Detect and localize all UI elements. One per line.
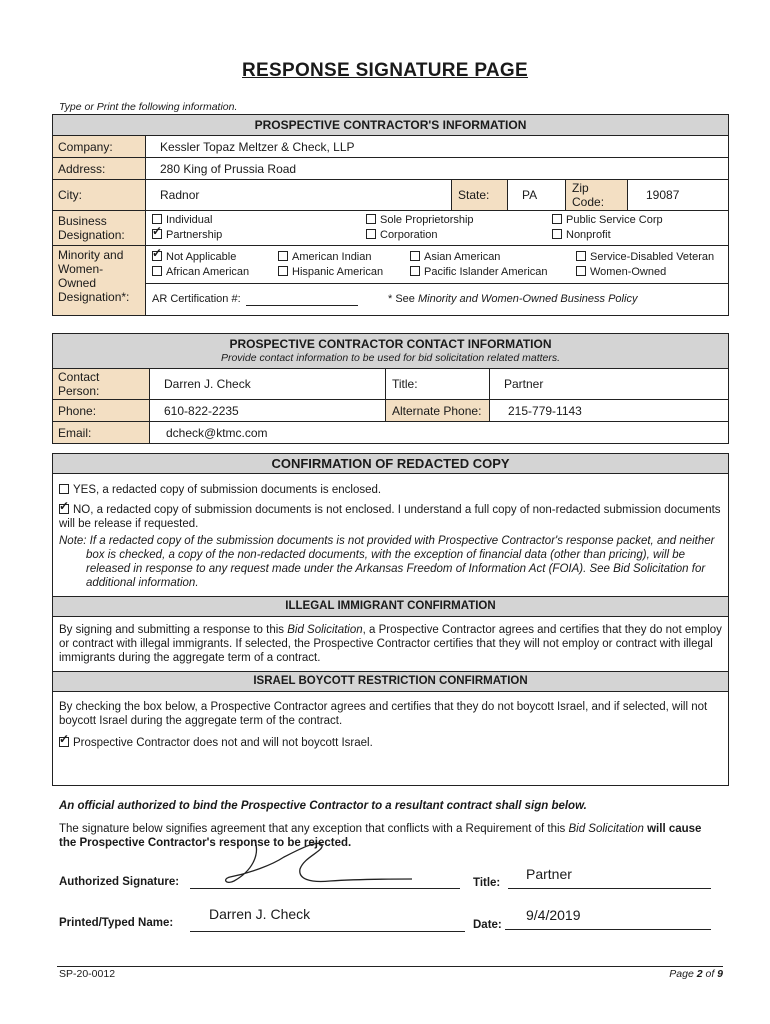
checkbox-redacted-yes[interactable] [59,484,69,494]
company-label: Company: [53,136,146,158]
illegal-immigrant-text-b: , a Prospective Contractor agrees and certifies that they do not employ or contract with illegal immigrants. If selected, the Prospective Contractor certifies that they will not employ or contract with illegal immigrants during the aggregate term of a contract. [59,624,722,664]
business-option-partnership[interactable] [152,229,222,241]
page-number: 2 [696,968,703,980]
policy-name: Minority and Women-Owned Business Policy [417,293,638,305]
title-value: Partner [526,866,572,882]
checkbox-partnership[interactable] [152,229,162,239]
checkbox-american-indian[interactable] [278,251,288,261]
illegal-immigrant-text-a: By signing and submitting a response to this [59,624,288,636]
phone-label: Phone: [53,400,150,422]
israel-boycott-text: By checking the box below, a Prospective Contractor agrees and certifies that they do not boycott Israel, and if selected, will not boycott Israel during the aggregate term of the contract. [59,701,708,727]
option-label: Not Applicable [166,251,237,263]
state-field[interactable]: PA [508,180,566,211]
redacted-header: CONFIRMATION OF REDACTED COPY [53,454,728,474]
option-label: Hispanic American [292,266,384,278]
official-note: An official authorized to bind the Prospective Contractor to a resultant contract shall sign below. [59,800,587,812]
printed-name-value: Darren J. Check [209,906,311,922]
instruction-text: Type or Print the following information. [59,101,238,113]
checkbox-sole-proprietorship[interactable] [366,214,376,224]
ar-certification-label: AR Certification #: [152,293,241,305]
contractor-info-header: PROSPECTIVE CONTRACTOR'S INFORMATION [53,115,729,136]
bid-solicitation-term: Bid Solicitation [568,823,644,835]
contact-info-table [52,333,729,444]
business-option-sole-proprietorship[interactable] [366,214,474,226]
date-value: 9/4/2019 [526,907,581,923]
minority-option-service-disabled-veteran[interactable] [576,251,714,263]
contact-info-subheader: Provide contact information to be used for bid solicitation related matters. [220,352,561,364]
alt-phone-field[interactable]: 215-779-1143 [490,400,729,422]
checkbox-individual[interactable] [152,214,162,224]
checkbox-redacted-no[interactable] [59,504,69,514]
checkbox-service-disabled-veteran[interactable] [576,251,586,261]
illegal-immigrant-text [53,623,728,665]
contact-info-header-cell [53,334,729,369]
option-label: African American [166,266,250,278]
address-label: Address: [53,158,146,180]
signature-scribble [200,835,430,895]
minority-option-american-indian[interactable] [278,251,372,263]
alt-phone-label: Alternate Phone: [386,400,490,422]
email-field[interactable]: dcheck@ktmc.com [150,422,729,444]
business-option-corporation[interactable] [366,229,437,241]
city-label: City: [53,180,146,211]
policy-prefix: * See [388,293,418,305]
option-label: Sole Proprietorship [380,214,474,226]
title-line[interactable] [508,888,711,889]
option-label: Individual [166,214,213,226]
checkbox-israel-boycott[interactable] [59,737,69,747]
title-label: Title: [473,877,501,889]
contact-title-field[interactable]: Partner [490,369,729,400]
minority-designation-options [146,246,729,284]
contact-person-label: Contact Person: [53,369,150,400]
date-label: Date: [473,919,502,931]
checkbox-asian-american[interactable] [410,251,420,261]
page-prefix: Page [669,968,697,980]
israel-boycott-label: Prospective Contractor does not and will not boycott Israel. [73,737,373,749]
business-option-public-service-corp[interactable] [552,214,663,226]
zip-field[interactable]: 19087 [628,180,729,211]
ar-certification-field[interactable] [246,291,358,306]
option-label: Public Service Corp [566,214,663,226]
email-label: Email: [53,422,150,444]
checkbox-hispanic-american[interactable] [278,266,288,276]
checkbox-not-applicable[interactable] [152,251,162,261]
contact-info-header: PROSPECTIVE CONTRACTOR CONTACT INFORMATION [229,337,552,351]
checkbox-women-owned[interactable] [576,266,586,276]
israel-boycott-option[interactable] [53,736,728,750]
minority-option-not-applicable[interactable] [152,251,236,263]
option-label: American Indian [292,251,372,263]
minority-option-asian-american[interactable] [410,251,500,263]
confirmations-section [52,453,729,786]
page-of: of [702,968,718,980]
city-field[interactable]: Radnor [146,180,452,211]
option-label: Pacific Islander American [424,266,548,278]
business-option-nonprofit[interactable] [552,229,611,241]
printed-name-line[interactable] [190,931,465,932]
address-field[interactable]: 280 King of Prussia Road [146,158,729,180]
minority-option-african-american[interactable] [152,266,249,278]
date-line[interactable] [505,929,711,930]
page-total: 9 [717,968,723,980]
israel-boycott-header: ISRAEL BOYCOTT RESTRICTION CONFIRMATION [53,671,728,692]
minority-option-women-owned[interactable] [576,266,666,278]
minority-option-hispanic-american[interactable] [278,266,383,278]
redacted-no-option[interactable] [53,503,728,531]
page-title: RESPONSE SIGNATURE PAGE [242,60,528,81]
phone-field[interactable]: 610-822-2235 [150,400,386,422]
agreement-text-b: will cause the Prospective Contractor's response to be rejected. [59,823,702,849]
zip-label: Zip Code: [566,180,628,211]
printed-name-label: Printed/Typed Name: [59,917,174,929]
checkbox-nonprofit[interactable] [552,229,562,239]
contact-person-field[interactable]: Darren J. Check [150,369,386,400]
option-label: Nonprofit [566,229,611,241]
business-designation-options [146,211,729,246]
checkbox-pacific-islander-american[interactable] [410,266,420,276]
page-indicator [669,968,723,980]
illegal-immigrant-header: ILLEGAL IMMIGRANT CONFIRMATION [53,596,728,617]
checkbox-african-american[interactable] [152,266,162,276]
minority-option-pacific-islander-american[interactable] [410,266,548,278]
ar-certification-row [146,284,729,316]
option-label: Partnership [166,229,223,241]
state-label: State: [452,180,508,211]
option-label: Asian American [424,251,501,263]
redacted-no-label: NO, a redacted copy of submission documents is not enclosed. I understand a full copy of non-redacted submission documents will be release if requested. [59,504,721,530]
redacted-note: Note: If a redacted copy of the submission documents is not provided with Prospective Contractor's response packet, and neither box is checked, a copy of the non-redacted documents, with the exception of financial data (other than pricing), will be released in response to any request made under the Arkansas Freedom of Information Act (FOIA). See Bid Solicitation for additional information. [59,535,715,589]
authorized-signature-label: Authorized Signature: [59,876,180,888]
bid-solicitation-term: Bid Solicitation [287,624,363,636]
redacted-yes-option[interactable] [53,483,728,497]
checkbox-public-service-corp[interactable] [552,214,562,224]
business-designation-label: Business Designation: [53,211,146,246]
option-label: Service-Disabled Veteran [590,251,715,263]
checkbox-corporation[interactable] [366,229,376,239]
policy-note [388,293,637,305]
minority-designation-label: Minority and Women-Owned Designation*: [53,246,146,316]
redacted-yes-label: YES, a redacted copy of submission documents is enclosed. [73,484,382,496]
company-field[interactable]: Kessler Topaz Meltzer & Check, LLP [146,136,729,158]
agreement-text-a: The signature below signifies agreement that any exception that conflicts with a Requirement of this [59,823,569,835]
option-label: Women-Owned [590,266,667,278]
option-label: Corporation [380,229,438,241]
form-id: SP-20-0012 [59,968,116,980]
contact-title-label: Title: [386,369,490,400]
contractor-info-table [52,114,729,316]
footer-divider [57,966,723,967]
